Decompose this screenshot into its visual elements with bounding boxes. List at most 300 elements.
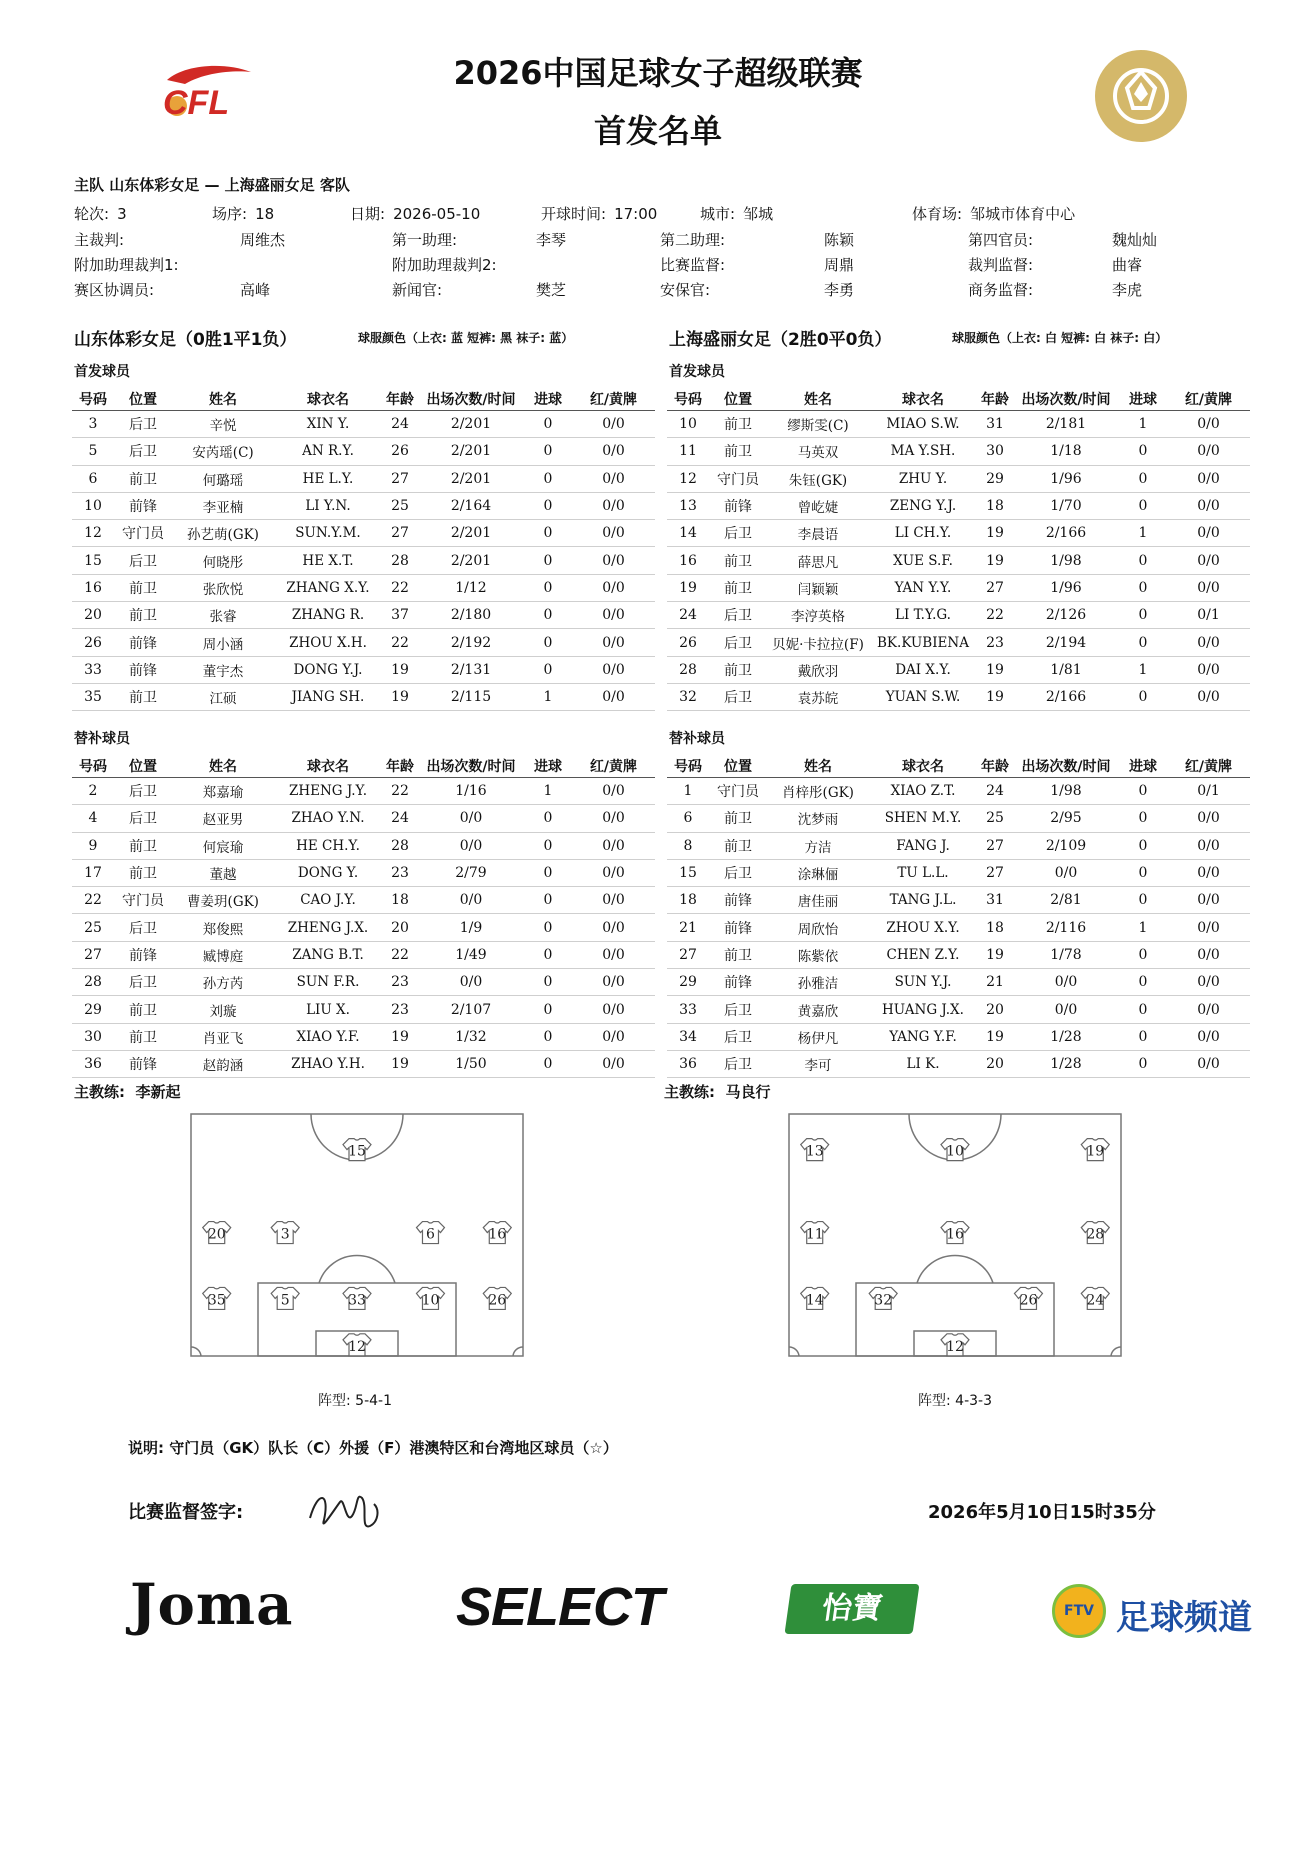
cell-age: 19 xyxy=(382,683,418,710)
official-name: 樊芝 xyxy=(536,281,567,299)
table-row xyxy=(667,1023,1250,1050)
cell-en: AN R.Y. xyxy=(274,438,382,465)
cell-goals: 0 xyxy=(1119,778,1167,805)
cell-pos: 前锋 xyxy=(114,941,172,968)
cell-pos: 前卫 xyxy=(114,465,172,492)
cell-name: 闫颖颖 xyxy=(767,574,869,601)
cell-age: 18 xyxy=(977,492,1013,519)
cell-name: 曹姜玥(GK) xyxy=(172,887,274,914)
cell-pos: 守门员 xyxy=(709,778,767,805)
cell-age: 30 xyxy=(977,438,1013,465)
cell-num: 12 xyxy=(72,520,114,547)
table-row xyxy=(72,411,655,438)
cell-num: 16 xyxy=(72,574,114,601)
cell-apps: 2/201 xyxy=(418,465,524,492)
player-number: 6 xyxy=(426,1226,435,1243)
cell-name: 赵韵涵 xyxy=(172,1050,274,1077)
cell-apps: 0/0 xyxy=(418,969,524,996)
player-number: 28 xyxy=(1086,1226,1105,1243)
cell-num: 6 xyxy=(667,805,709,832)
player-shirt-icon xyxy=(869,1287,897,1309)
cell-goals: 0 xyxy=(524,602,572,629)
cell-age: 22 xyxy=(382,941,418,968)
cell-goals: 0 xyxy=(1119,996,1167,1023)
player-shirt-icon xyxy=(941,1222,969,1244)
cell-cards: 0/0 xyxy=(1167,805,1250,832)
cell-name: 方洁 xyxy=(767,832,869,859)
table-row xyxy=(667,520,1250,547)
table-row xyxy=(72,656,655,683)
cell-apps: 1/98 xyxy=(1013,547,1119,574)
info-value: 2026-05-10 xyxy=(393,205,481,223)
cell-en: XUE S.F. xyxy=(869,547,977,574)
player-number: 3 xyxy=(280,1226,290,1243)
column-header: 年龄 xyxy=(977,388,1013,411)
cell-num: 27 xyxy=(667,941,709,968)
official-role: 裁判监督: xyxy=(968,256,1034,274)
cell-pos: 后卫 xyxy=(709,996,767,1023)
cell-goals: 0 xyxy=(1119,465,1167,492)
cell-pos: 后卫 xyxy=(709,1050,767,1077)
cell-num: 29 xyxy=(667,969,709,996)
cell-en: YUAN S.W. xyxy=(869,683,977,710)
player-shirt-icon xyxy=(1081,1139,1109,1161)
cell-cards: 0/0 xyxy=(572,996,655,1023)
cell-name: 陈紫依 xyxy=(767,941,869,968)
cell-en: ZHENG J.Y. xyxy=(274,778,382,805)
cell-pos: 前卫 xyxy=(114,683,172,710)
away-coach-label: 主教练: xyxy=(664,1083,715,1101)
table-row xyxy=(667,492,1250,519)
cell-apps: 2/181 xyxy=(1013,411,1119,438)
cell-goals: 0 xyxy=(1119,438,1167,465)
official-name: 曲睿 xyxy=(1112,256,1143,274)
cell-cards: 0/0 xyxy=(572,492,655,519)
cell-goals: 1 xyxy=(1119,656,1167,683)
cell-age: 18 xyxy=(382,887,418,914)
official-role: 附加助理裁判1: xyxy=(74,256,179,274)
player-shirt-icon xyxy=(1014,1287,1042,1309)
info-item xyxy=(350,203,480,224)
home-starters-table xyxy=(72,388,655,711)
cell-cards: 0/0 xyxy=(572,602,655,629)
cell-cards: 0/0 xyxy=(1167,438,1250,465)
cell-age: 27 xyxy=(977,859,1013,886)
cell-pos: 前卫 xyxy=(114,574,172,601)
cell-num: 32 xyxy=(667,683,709,710)
cell-apps: 2/201 xyxy=(418,438,524,465)
cell-name: 唐佳丽 xyxy=(767,887,869,914)
player-number: 10 xyxy=(421,1292,440,1309)
cell-cards: 0/0 xyxy=(572,547,655,574)
cell-goals: 0 xyxy=(1119,574,1167,601)
cell-pos: 前卫 xyxy=(114,832,172,859)
cell-age: 23 xyxy=(382,996,418,1023)
cell-apps: 2/201 xyxy=(418,547,524,574)
official-name: 李勇 xyxy=(824,281,855,299)
cell-age: 19 xyxy=(977,656,1013,683)
cell-num: 27 xyxy=(72,941,114,968)
cell-apps: 2/164 xyxy=(418,492,524,519)
cell-name: 郑嘉瑜 xyxy=(172,778,274,805)
cell-age: 27 xyxy=(977,574,1013,601)
cell-apps: 0/0 xyxy=(418,887,524,914)
cell-num: 8 xyxy=(667,832,709,859)
cell-en: ZHAO Y.H. xyxy=(274,1050,382,1077)
cell-num: 33 xyxy=(72,656,114,683)
player-shirt-icon xyxy=(271,1287,299,1309)
cell-en: BK.KUBIENA xyxy=(869,629,977,656)
cell-num: 9 xyxy=(72,832,114,859)
cell-en: LI K. xyxy=(869,1050,977,1077)
cell-goals: 0 xyxy=(1119,602,1167,629)
cell-apps: 2/192 xyxy=(418,629,524,656)
official-name: 周鼎 xyxy=(824,256,855,274)
column-header: 号码 xyxy=(667,388,709,411)
cell-en: SUN F.R. xyxy=(274,969,382,996)
info-label: 场序: xyxy=(212,205,248,223)
cell-num: 26 xyxy=(667,629,709,656)
column-header: 出场次数/时间 xyxy=(1013,388,1119,411)
player-shirt-icon xyxy=(801,1287,829,1309)
cell-en: LI Y.N. xyxy=(274,492,382,519)
cell-pos: 前锋 xyxy=(114,492,172,519)
cell-num: 21 xyxy=(667,914,709,941)
away-team-name: 上海盛丽女足（2胜0平0负） xyxy=(669,330,892,350)
info-value: 邹城市体育中心 xyxy=(970,205,1076,223)
table-row xyxy=(667,683,1250,710)
cell-age: 19 xyxy=(977,941,1013,968)
cell-cards: 0/0 xyxy=(1167,492,1250,519)
column-header: 号码 xyxy=(667,755,709,778)
info-label: 日期: xyxy=(350,205,386,223)
player-number: 12 xyxy=(348,1338,366,1355)
cell-goals: 1 xyxy=(1119,520,1167,547)
table-row xyxy=(72,520,655,547)
info-item xyxy=(700,203,773,224)
home-coach xyxy=(74,1081,180,1102)
cell-age: 22 xyxy=(977,602,1013,629)
cell-pos: 前卫 xyxy=(709,411,767,438)
cell-cards: 0/1 xyxy=(1167,778,1250,805)
player-shirt-icon xyxy=(941,1334,969,1356)
home-formation: 阵型: 5-4-1 xyxy=(318,1393,392,1409)
cell-en: MA Y.SH. xyxy=(869,438,977,465)
cell-en: XIN Y. xyxy=(274,411,382,438)
cell-name: 孙方芮 xyxy=(172,969,274,996)
cell-apps: 2/180 xyxy=(418,602,524,629)
cell-en: XIAO Y.F. xyxy=(274,1023,382,1050)
cell-en: ZHOU X.H. xyxy=(274,629,382,656)
official-role: 主裁判: xyxy=(74,231,125,249)
official-name: 魏灿灿 xyxy=(1112,231,1158,249)
legend-note: 说明: 守门员（GK）队长（C）外援（F）港澳特区和台湾地区球员（☆） xyxy=(128,1439,618,1457)
cell-num: 17 xyxy=(72,859,114,886)
cell-age: 18 xyxy=(977,914,1013,941)
official-name: 李琴 xyxy=(536,231,567,249)
official-role: 比赛监督: xyxy=(660,256,726,274)
player-number: 13 xyxy=(805,1143,824,1160)
cell-en: TANG J.L. xyxy=(869,887,977,914)
table-row xyxy=(667,914,1250,941)
info-item xyxy=(212,203,274,224)
table-row xyxy=(72,629,655,656)
cell-pos: 前卫 xyxy=(709,805,767,832)
cell-pos: 前锋 xyxy=(709,969,767,996)
official-role: 赛区协调员: xyxy=(74,281,155,299)
cell-apps: 2/131 xyxy=(418,656,524,683)
cell-num: 3 xyxy=(72,411,114,438)
cell-pos: 前卫 xyxy=(709,438,767,465)
signed-datetime: 2026年5月10日15时35分 xyxy=(928,1502,1156,1523)
player-shirt-icon xyxy=(801,1222,829,1244)
cell-name: 何璐瑶 xyxy=(172,465,274,492)
player-shirt-icon xyxy=(941,1139,969,1161)
cell-name: 肖梓彤(GK) xyxy=(767,778,869,805)
cell-age: 19 xyxy=(977,520,1013,547)
official-role: 商务监督: xyxy=(968,281,1034,299)
cell-num: 1 xyxy=(667,778,709,805)
official-role: 新闻官: xyxy=(392,281,443,299)
table-row xyxy=(72,914,655,941)
cell-pos: 前卫 xyxy=(709,547,767,574)
player-number: 20 xyxy=(207,1226,226,1243)
cell-en: LI CH.Y. xyxy=(869,520,977,547)
cell-age: 22 xyxy=(382,629,418,656)
cell-num: 24 xyxy=(667,602,709,629)
cell-pos: 后卫 xyxy=(709,629,767,656)
cell-name: 杨伊凡 xyxy=(767,1023,869,1050)
table-row xyxy=(72,832,655,859)
cell-pos: 前锋 xyxy=(114,629,172,656)
joma-logo: Joma xyxy=(130,1572,294,1638)
cell-pos: 前卫 xyxy=(114,996,172,1023)
cell-apps: 2/95 xyxy=(1013,805,1119,832)
official-role: 第二助理: xyxy=(660,231,726,249)
player-shirt-icon xyxy=(416,1287,444,1309)
cell-num: 15 xyxy=(72,547,114,574)
cell-cards: 0/0 xyxy=(572,1050,655,1077)
table-row xyxy=(667,832,1250,859)
cell-pos: 前卫 xyxy=(709,656,767,683)
cell-apps: 0/0 xyxy=(418,805,524,832)
cell-cards: 0/0 xyxy=(572,683,655,710)
rose-logo xyxy=(1093,48,1189,144)
official-role: 第一助理: xyxy=(392,231,458,249)
cell-en: SHEN M.Y. xyxy=(869,805,977,832)
column-header: 进球 xyxy=(1119,755,1167,778)
info-label: 体育场: xyxy=(912,205,963,223)
cell-pos: 守门员 xyxy=(709,465,767,492)
cell-en: ZHOU X.Y. xyxy=(869,914,977,941)
away-starters-label: 首发球员 xyxy=(669,364,725,380)
table-row xyxy=(667,656,1250,683)
cell-en: LIU X. xyxy=(274,996,382,1023)
cell-name: 李亚楠 xyxy=(172,492,274,519)
player-shirt-icon xyxy=(483,1222,511,1244)
cell-age: 22 xyxy=(382,574,418,601)
cell-en: ZHU Y. xyxy=(869,465,977,492)
player-number: 24 xyxy=(1086,1292,1105,1309)
cell-num: 15 xyxy=(667,859,709,886)
player-number: 10 xyxy=(946,1143,964,1160)
cell-pos: 前卫 xyxy=(114,1023,172,1050)
table-row xyxy=(72,996,655,1023)
cell-age: 27 xyxy=(382,465,418,492)
cell-cards: 0/0 xyxy=(572,656,655,683)
official-role: 附加助理裁判2: xyxy=(392,256,497,274)
table-row xyxy=(667,547,1250,574)
cell-apps: 2/194 xyxy=(1013,629,1119,656)
cell-pos: 后卫 xyxy=(114,805,172,832)
cell-num: 36 xyxy=(72,1050,114,1077)
cell-cards: 0/0 xyxy=(572,574,655,601)
table-row xyxy=(72,887,655,914)
cell-pos: 前锋 xyxy=(114,1050,172,1077)
cell-name: 薛思凡 xyxy=(767,547,869,574)
cell-en: MIAO S.W. xyxy=(869,411,977,438)
cell-apps: 0/0 xyxy=(1013,996,1119,1023)
cell-cards: 0/0 xyxy=(1167,969,1250,996)
cell-name: 张欣悦 xyxy=(172,574,274,601)
cell-pos: 后卫 xyxy=(114,969,172,996)
cell-age: 20 xyxy=(977,996,1013,1023)
cell-pos: 后卫 xyxy=(114,778,172,805)
cell-pos: 后卫 xyxy=(709,683,767,710)
cell-num: 20 xyxy=(72,602,114,629)
cell-goals: 1 xyxy=(524,778,572,805)
away-starters-table xyxy=(667,388,1250,711)
cell-pos: 前卫 xyxy=(709,832,767,859)
cell-cards: 0/0 xyxy=(1167,629,1250,656)
cell-goals: 0 xyxy=(524,629,572,656)
cell-apps: 2/201 xyxy=(418,520,524,547)
ftv-badge-text: FTV xyxy=(1064,1603,1094,1619)
cell-en: ZHANG R. xyxy=(274,602,382,629)
cell-num: 25 xyxy=(72,914,114,941)
cell-goals: 0 xyxy=(524,887,572,914)
cell-num: 10 xyxy=(667,411,709,438)
cell-apps: 0/0 xyxy=(418,832,524,859)
cell-name: 郑俊熙 xyxy=(172,914,274,941)
player-number: 14 xyxy=(805,1292,824,1309)
cell-goals: 0 xyxy=(1119,1023,1167,1050)
player-shirt-icon xyxy=(343,1287,371,1309)
cell-num: 2 xyxy=(72,778,114,805)
cell-num: 14 xyxy=(667,520,709,547)
home-team-name: 山东体彩女足（0胜1平1负） xyxy=(74,330,297,350)
cell-age: 23 xyxy=(382,859,418,886)
cell-age: 19 xyxy=(382,1023,418,1050)
signature-image xyxy=(300,1480,390,1540)
cell-age: 25 xyxy=(977,805,1013,832)
cell-apps: 1/98 xyxy=(1013,778,1119,805)
player-shirt-icon xyxy=(483,1287,511,1309)
ftv-badge xyxy=(1052,1584,1106,1638)
cell-goals: 0 xyxy=(1119,547,1167,574)
cell-apps: 1/96 xyxy=(1013,465,1119,492)
cell-en: HUANG J.X. xyxy=(869,996,977,1023)
cell-goals: 0 xyxy=(1119,832,1167,859)
cell-age: 28 xyxy=(382,832,418,859)
cell-name: 孙艺萌(GK) xyxy=(172,520,274,547)
cell-apps: 1/78 xyxy=(1013,941,1119,968)
cell-apps: 1/50 xyxy=(418,1050,524,1077)
cell-pos: 后卫 xyxy=(114,411,172,438)
player-shirt-icon xyxy=(343,1139,371,1161)
cell-goals: 0 xyxy=(524,492,572,519)
cell-goals: 0 xyxy=(1119,492,1167,519)
column-header: 红/黄牌 xyxy=(1167,388,1250,411)
cell-pos: 前卫 xyxy=(709,941,767,968)
cell-cards: 0/0 xyxy=(1167,941,1250,968)
cell-en: ZHANG X.Y. xyxy=(274,574,382,601)
cell-pos: 前锋 xyxy=(114,656,172,683)
cell-pos: 前锋 xyxy=(709,887,767,914)
cell-name: 江硕 xyxy=(172,683,274,710)
cell-en: HE X.T. xyxy=(274,547,382,574)
away-subs-table xyxy=(667,755,1250,1078)
cell-num: 12 xyxy=(667,465,709,492)
cell-name: 涂琳俪 xyxy=(767,859,869,886)
cell-age: 31 xyxy=(977,887,1013,914)
cell-cards: 0/0 xyxy=(572,887,655,914)
cell-num: 13 xyxy=(667,492,709,519)
cell-cards: 0/0 xyxy=(572,859,655,886)
cell-cards: 0/0 xyxy=(1167,520,1250,547)
cell-apps: 1/70 xyxy=(1013,492,1119,519)
cell-cards: 0/0 xyxy=(572,778,655,805)
cell-cards: 0/0 xyxy=(1167,547,1250,574)
cell-en: FANG J. xyxy=(869,832,977,859)
cell-apps: 2/116 xyxy=(1013,914,1119,941)
info-label: 开球时间: xyxy=(541,205,607,223)
player-shirt-icon xyxy=(271,1222,299,1244)
info-label: 城市: xyxy=(700,205,736,223)
cell-pos: 后卫 xyxy=(114,438,172,465)
cell-name: 戴欣羽 xyxy=(767,656,869,683)
column-header: 号码 xyxy=(72,755,114,778)
cell-cards: 0/0 xyxy=(1167,574,1250,601)
cfl-logo-text: CFL xyxy=(163,84,230,122)
table-row xyxy=(72,574,655,601)
cell-goals: 0 xyxy=(524,656,572,683)
cell-en: SUN.Y.M. xyxy=(274,520,382,547)
cell-en: DAI X.Y. xyxy=(869,656,977,683)
info-value: 18 xyxy=(255,205,275,223)
cell-num: 6 xyxy=(72,465,114,492)
cell-pos: 后卫 xyxy=(709,859,767,886)
cell-goals: 1 xyxy=(1119,914,1167,941)
cell-en: ZENG Y.J. xyxy=(869,492,977,519)
cell-name: 沈梦雨 xyxy=(767,805,869,832)
table-row xyxy=(667,465,1250,492)
cell-pos: 后卫 xyxy=(709,520,767,547)
cell-cards: 0/0 xyxy=(1167,914,1250,941)
cell-age: 19 xyxy=(977,683,1013,710)
player-number: 15 xyxy=(348,1143,366,1160)
cell-goals: 0 xyxy=(524,574,572,601)
yibao-logo xyxy=(784,1584,919,1634)
home-subs-label: 替补球员 xyxy=(74,731,130,747)
player-number: 33 xyxy=(348,1292,366,1309)
cell-en: DONG Y. xyxy=(274,859,382,886)
table-row xyxy=(72,859,655,886)
cell-cards: 0/0 xyxy=(1167,859,1250,886)
cell-age: 37 xyxy=(382,602,418,629)
cell-goals: 0 xyxy=(524,465,572,492)
column-header: 年龄 xyxy=(382,755,418,778)
